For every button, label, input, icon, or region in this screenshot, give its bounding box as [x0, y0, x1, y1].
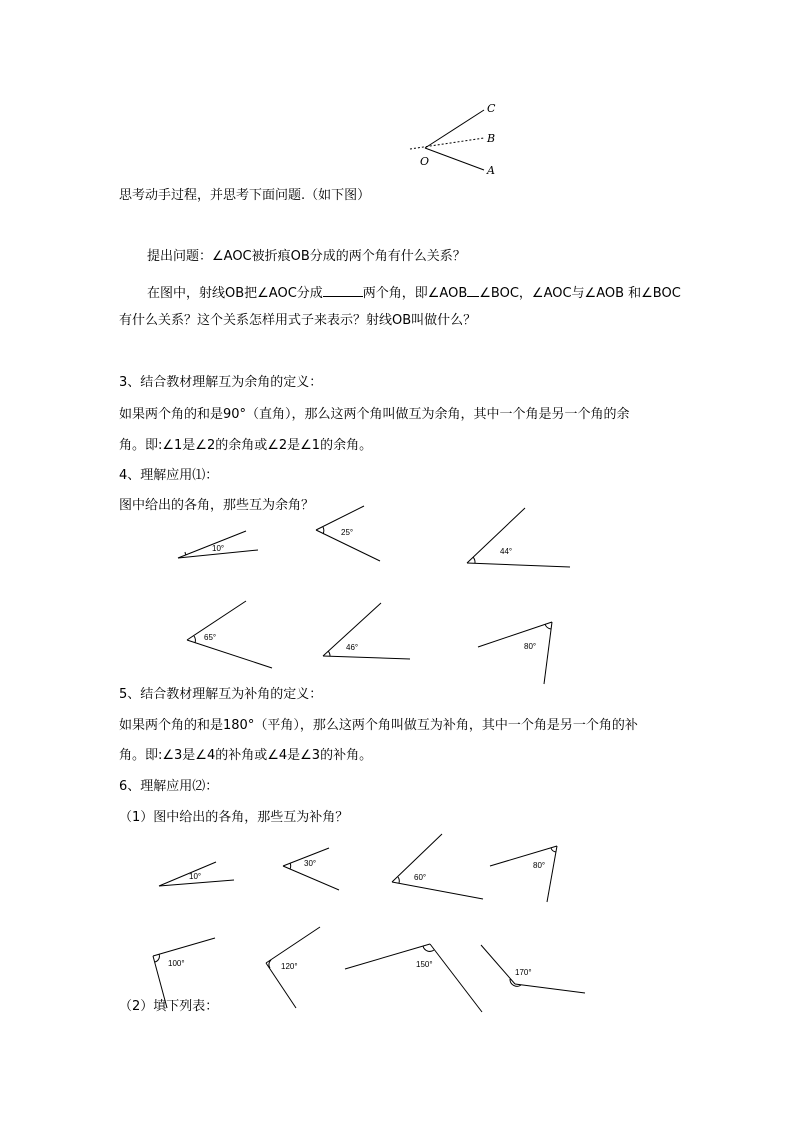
section-6-title: 6、理解应用⑵：: [119, 779, 219, 794]
angle-65: 65°: [204, 633, 217, 642]
section-5-title: 5、结合教材理解互为补角的定义：: [119, 687, 323, 702]
angle-80: 80°: [524, 642, 537, 651]
figure-line-2: 有什么关系？这个关系怎样用式子来表示？射线OB叫做什么？: [119, 313, 477, 328]
angle-25: 25°: [341, 528, 354, 537]
supp-angle-100: 100°: [168, 959, 185, 968]
section-3-title: 3、结合教材理解互为余角的定义：: [119, 375, 323, 390]
label-a: A: [487, 164, 495, 177]
section-4-question: 图中给出的各角，那些互为余角？: [119, 498, 315, 513]
angle-44: 44°: [500, 547, 513, 556]
angle-46: 46°: [346, 643, 359, 652]
section-5-line-1: 如果两个角的和是180°（平角），那么这两个角叫做互为补角，其中一个角是另一个角的补: [119, 718, 638, 733]
think-line: 思考动手过程，并思考下面问题.（如下图）: [119, 188, 371, 203]
section-6-question-1: （1）图中给出的各角，那些互为补角？: [119, 810, 349, 825]
supp-angle-10: 10°: [189, 872, 202, 881]
supp-angle-120: 120°: [281, 962, 298, 971]
section-3-line-1: 如果两个角的和是90°（直角），那么这两个角叫做互为余角，其中一个角是另一个角的余: [119, 407, 630, 422]
label-o: O: [420, 155, 430, 168]
supp-angle-80: 80°: [533, 861, 546, 870]
question-line: 提出问题：∠AOC被折痕OB分成的两个角有什么关系？: [147, 249, 466, 264]
supp-angle-150: 150°: [416, 960, 433, 969]
figure-line-1-a: 在图中，射线OB把∠AOC分成: [147, 286, 323, 301]
section-6-question-2: （2）填下列表：: [119, 999, 219, 1014]
supp-angle-60: 60°: [414, 873, 427, 882]
figure-line-1-b: 两个角，即∠AOB: [362, 286, 468, 301]
label-c: C: [487, 102, 496, 115]
supp-angle-170: 170°: [515, 968, 532, 977]
label-b: B: [487, 132, 496, 145]
figure-line-1-c: ∠BOC，∠AOC与∠AOB 和∠BOC: [479, 286, 681, 301]
angle-10: 10°: [212, 544, 225, 553]
section-4-title: 4、理解应用⑴：: [119, 468, 219, 483]
section-5-line-2: 角。即:∠3是∠4的补角或∠4是∠3的补角。: [119, 748, 373, 763]
supp-angle-30: 30°: [304, 859, 317, 868]
section-3-line-2: 角。即:∠1是∠2的余角或∠2是∠1的余角。: [119, 438, 373, 453]
